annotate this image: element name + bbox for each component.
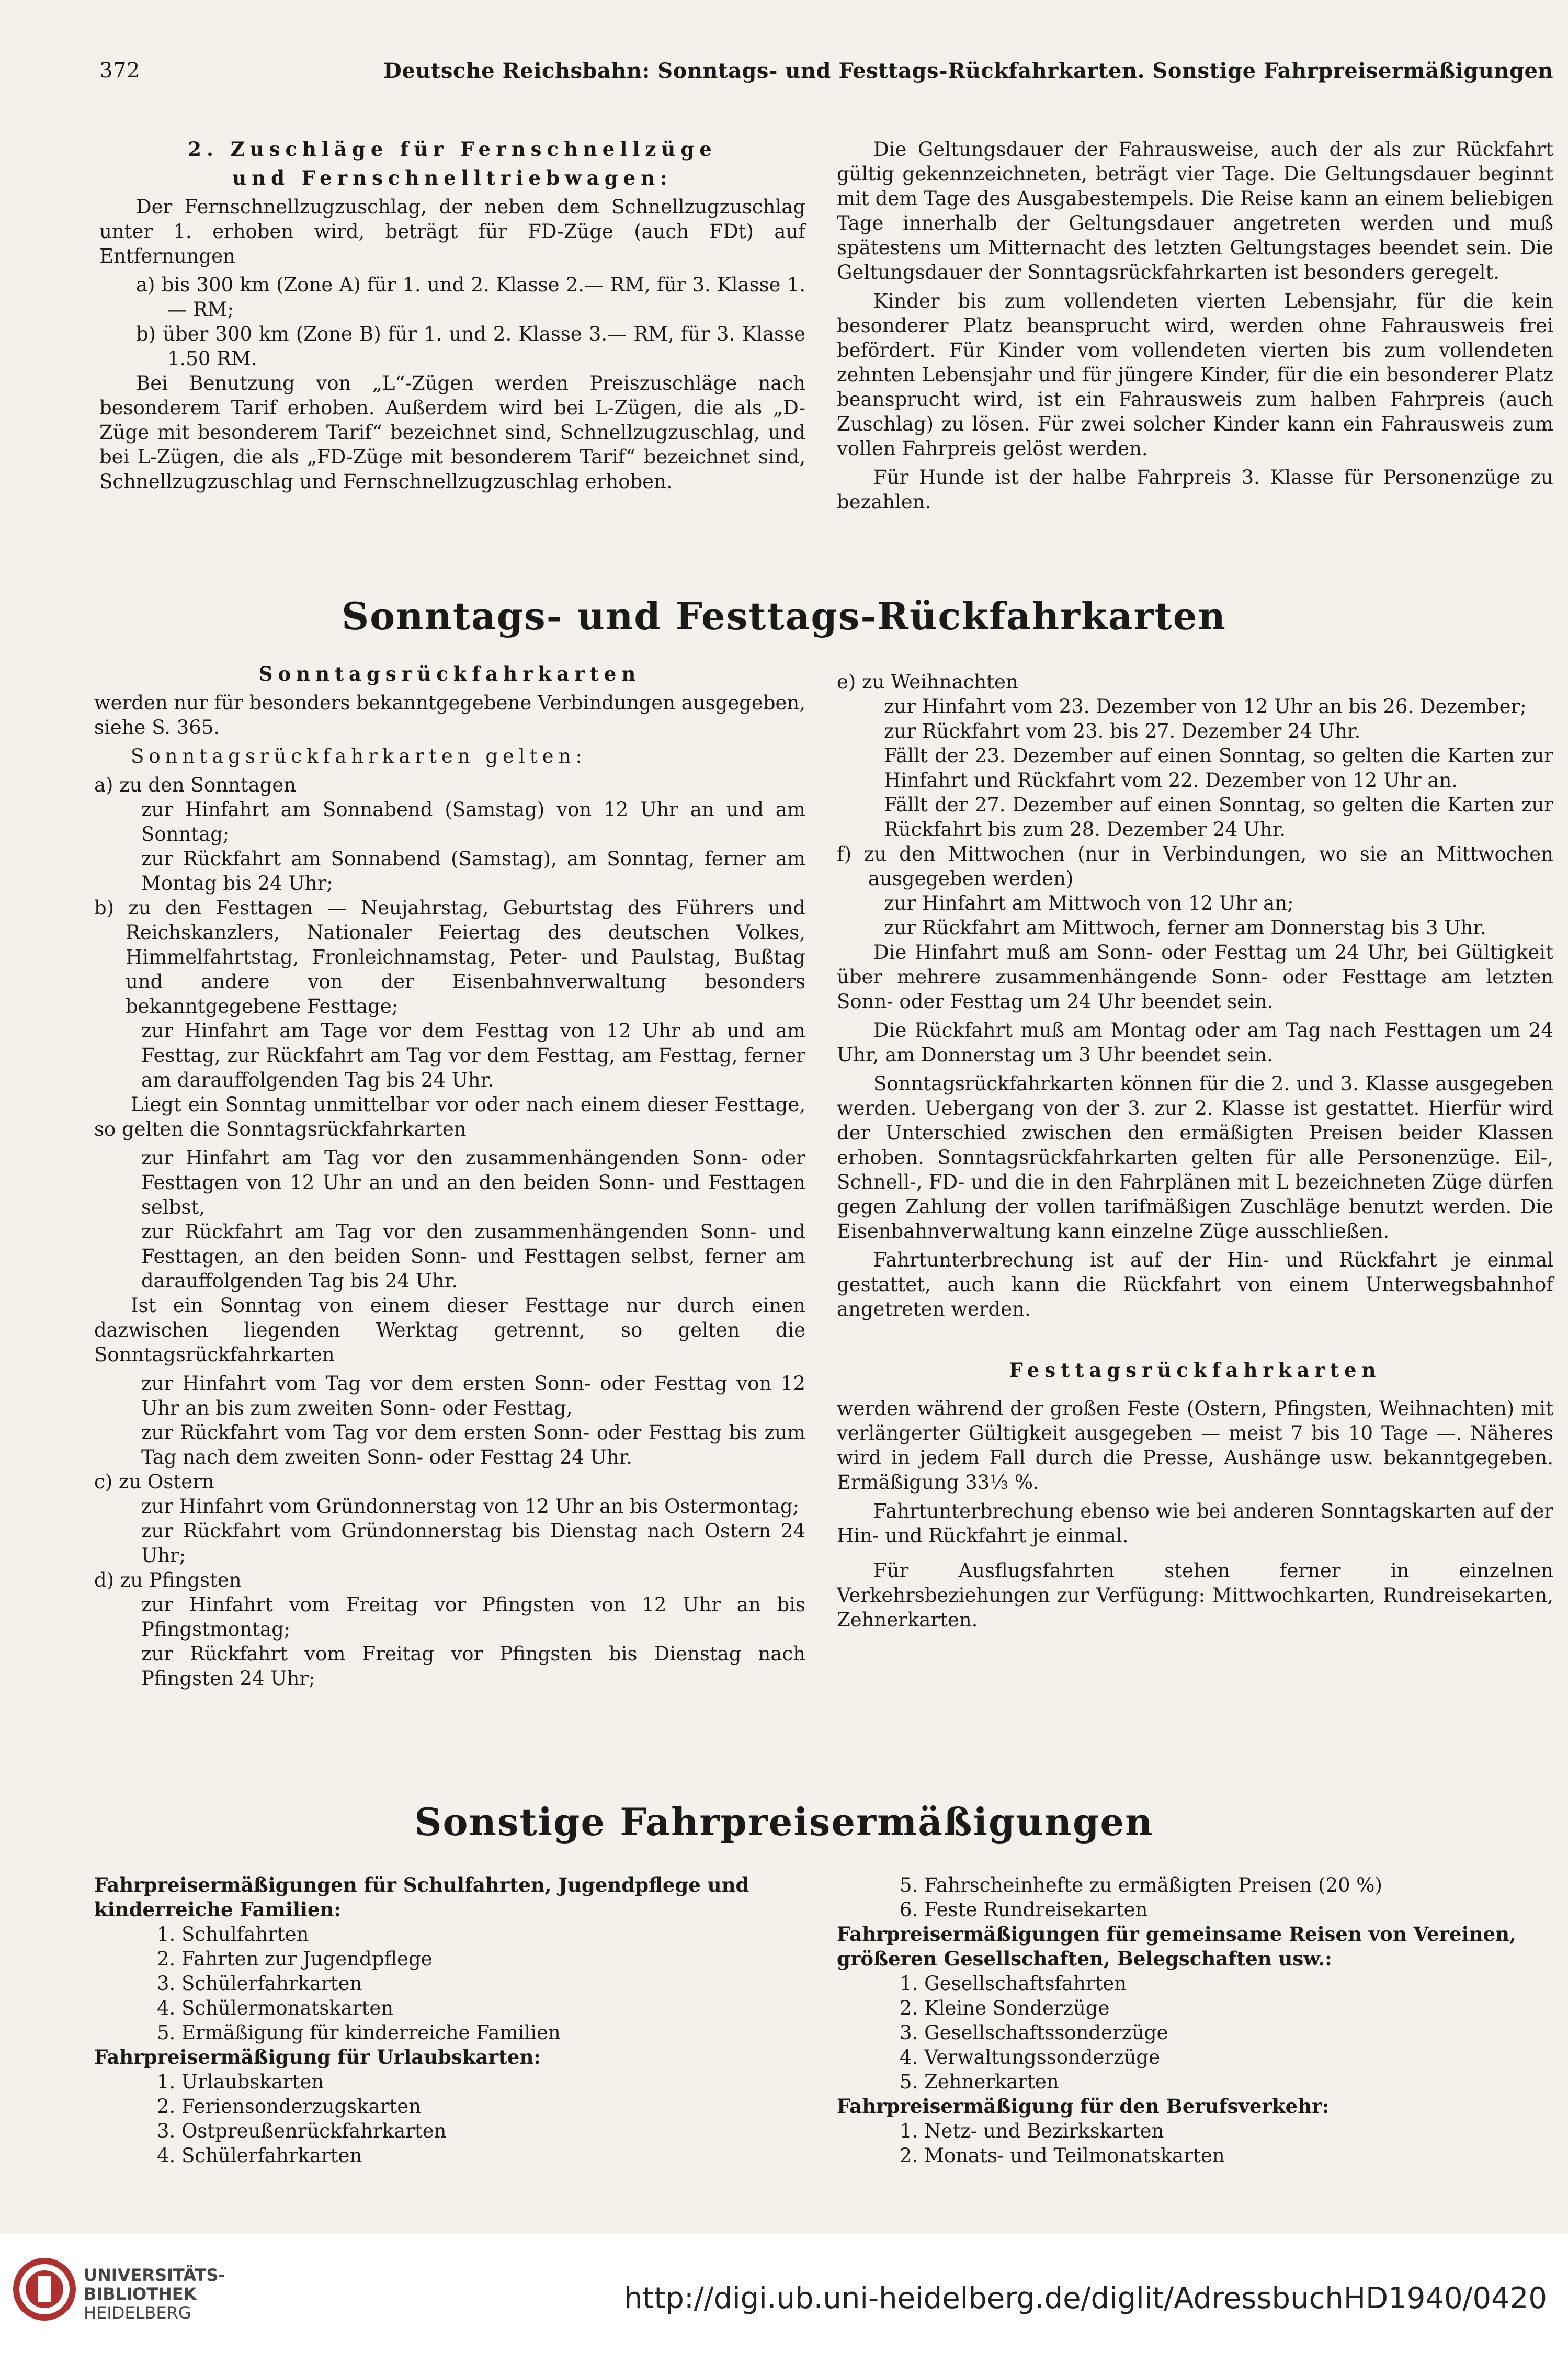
sonntag-f-rueck: zur Rückfahrt am Mittwoch, ferner am Donnerstag bis 3 Uhr. (884, 917, 1486, 939)
page-header (99, 59, 1553, 83)
festtag-p3: Für Ausflugsfahrten stehen ferner in einzelnen Verkehrsbeziehungen zur Verfügung: Mittwochkarten, Rundreisekarten, Zehnerkarten. (837, 1559, 1553, 1631)
sonntag-a-title: a) zu den Sonntagen (94, 774, 297, 796)
sonntag-intro: werden nur für besonders bekanntgegebene Verbindungen ausgegeben, siehe S. 365. (94, 692, 806, 739)
geltung-paragraph: Die Geltungsdauer der Fahrausweise, auch der als zur Rückfahrt gültig gekennzeichneten, beträgt vier Tage. Die Geltungsdauer beginnt mit dem Tage des Ausgabestempels. Die Reise kann an einem beliebigen Tage innerhalb der Geltungsdauer angetreten werden und muß spätestens um Mitternacht des letzten Geltungstages beendet sein. Die Geltungsdauer der Sonntagsrückfahrkarten ist besonders geregelt. (837, 138, 1553, 284)
sonntag-e-p2: Fällt der 27. Dezember auf einen Sonntag, so gelten die Karten zur Rückfahrt bis zum 28. Dezember 24 Uhr. (884, 794, 1553, 841)
permalink[interactable]: http://digi.ub.uni-heidelberg.de/diglit/AdressbuchHD1940/0420 (624, 2281, 1547, 2315)
sonntag-e-rueck: zur Rückfahrt vom 23. bis 27. Dezember 24 Uhr. (884, 720, 1361, 742)
sonntag-right-p4: Fahrtunterbrechung ist auf der Hin- und Rückfahrt je einmal gestattet, auch kann die Rückfahrt von einem Unterwegsbahnhof angetreten werden. (837, 1249, 1553, 1320)
library-logo-text (84, 2266, 225, 2322)
sonntag-b-p2-hin: zur Hinfahrt am Tag vor den zusammenhängenden Sonn- oder Festtagen von 12 Uhr an und an den beiden Sonn- und Festtagen selbst, (141, 1147, 805, 1218)
geltung-column (837, 137, 1553, 518)
zuschlaege-item-b: b) über 300 km (Zone B) für 1. und 2. Klasse 3.— RM, für 3. Klasse 1.50 RM. (136, 323, 805, 370)
sonntag-e-p1: Fällt der 23. Dezember auf einen Sonntag, so gelten die Karten zur Hinfahrt und Rückfahrt vom 22. Dezember von 12 Uhr an. (884, 744, 1553, 792)
list-item: 2. Monats- und Teilmonatskarten (900, 2144, 1225, 2167)
sonntag-c-title: c) zu Ostern (94, 1471, 214, 1493)
sonntag-d-title: d) zu Pfingsten (94, 1569, 242, 1591)
list-item: 2. Fahrten zur Jugendpflege (157, 1948, 433, 1970)
sonntag-column (94, 662, 805, 1691)
sonntag-f-title: f) zu den Mittwochen (nur in Verbindungen, wo sie an Mittwochen ausgegeben werden) (837, 843, 1553, 890)
logo-line-3: HEIDELBERG (84, 2303, 191, 2323)
sonntag-gelten: Sonntagsrückfahrkarten gelten: (131, 745, 587, 767)
university-seal-icon (10, 2255, 78, 2323)
list (837, 1971, 1553, 2094)
list-item: 3. Ostpreußenrückfahrkarten (157, 2120, 447, 2142)
sonntag-f-hin: zur Hinfahrt am Mittwoch von 12 Uhr an; (884, 892, 1294, 914)
section-title-sonntag: Sonntags- und Festtags-Rückfahrkarten (342, 594, 1226, 638)
sonntag-b-p3: Ist ein Sonntag von einem dieser Festtage nur durch einen dazwischen liegenden Werktag getrennt, so gelten die Sonntagsrückfahrkarten (94, 1294, 805, 1366)
list-item: 4. Schülerfahrkarten (157, 2144, 362, 2167)
list-heading: Fahrpreisermäßigungen für gemeinsame Reisen von Vereinen, größeren Gesellschaften, Belegschaften usw.: (837, 1923, 1516, 1970)
section-title-sonstige: Sonstige Fahrpreisermäßigungen (414, 1800, 1154, 1844)
festtag-p2: Fahrtunterbrechung ebenso wie bei anderen Sonntagskarten auf der Hin- und Rückfahrt je einmal. (837, 1500, 1553, 1547)
sonntag-heading: Sonntagsrückfahrkarten (258, 662, 641, 685)
sonntag-d-rueck: zur Rückfahrt vom Freitag vor Pfingsten bis Dienstag nach Pfingsten 24 Uhr; (141, 1643, 805, 1690)
zuschlaege-heading: 2. Zuschläge für Fernschnellzüge (188, 138, 717, 161)
list-item: 4. Schülermonatskarten (157, 1997, 394, 2019)
sonntag-b-p2: Liegt ein Sonntag unmittelbar vor oder nach einem dieser Festtage, so gelten die Sonntagsrückfahrkarten (94, 1093, 805, 1140)
list-item: 1. Schulfahrten (157, 1923, 309, 1946)
list-item: 2. Kleine Sonderzüge (900, 1997, 1110, 2019)
hunde-paragraph: Für Hunde ist der halbe Fahrpreis 3. Klasse für Personenzüge zu bezahlen. (837, 466, 1553, 513)
sonntag-b-p3-hin: zur Hinfahrt vom Tag vor dem ersten Sonn- oder Festtag von 12 Uhr an bis zum zweiten Sonn- oder Festtag, (141, 1372, 805, 1419)
sonntag-right-p2: Die Rückfahrt muß am Montag oder am Tag nach Festtagen um 24 Uhr, am Donnerstag um 3 Uhr beendet sein. (837, 1019, 1553, 1066)
zuschlaege-column (99, 137, 805, 498)
list (837, 2119, 1553, 2168)
zuschlaege-item-a: a) bis 300 km (Zone A) für 1. und 2. Klasse 2.— RM, für 3. Klasse 1.— RM; (136, 274, 805, 321)
page-number: 372 (99, 59, 140, 83)
list-heading: Fahrpreisermäßigung für Urlaubskarten: (94, 2045, 541, 2068)
festtag-p1: werden während der großen Feste (Ostern, Pfingsten, Weihnachten) mit verlängerter Gültigkeit ausgegeben — meist 7 bis 10 Tage —. Näheres wird in jedem Fall durch die Presse, Aushänge usw. bekanntgegeben. Ermäßigung 33⅓ %. (837, 1397, 1553, 1494)
sonntag-b-title: b) zu den Festtagen — Neujahrstag, Geburtstag des Führers und Reichskanzlers, Nationaler Feiertag des deutschen Volkes, Himmelfahrtstag, Fronleichnamstag, Peter- und Paulstag, Bußtag und andere von der Eisenbahnverwaltung besonders bekanntgegebene Festtage; (94, 897, 805, 1017)
list-item: 1. Netz- und Bezirkskarten (900, 2120, 1164, 2142)
list-item: 4. Verwaltungssonderzüge (900, 2046, 1161, 2068)
sonntag-c-hin: zur Hinfahrt vom Gründonnerstag von 12 Uhr an bis Ostermontag; (141, 1495, 800, 1518)
list (94, 2070, 805, 2168)
list-item: 1. Urlaubskarten (157, 2071, 324, 2093)
zuschlaege-heading-2: und Fernschnelltriebwagen: (232, 166, 673, 189)
list-item: 5. Fahrscheinhefte zu ermäßigten Preisen (20 %) (900, 1874, 1382, 1896)
sonntag-c-rueck: zur Rückfahrt vom Gründonnerstag bis Dienstag nach Ostern 24 Uhr; (141, 1520, 805, 1567)
kinder-paragraph: Kinder bis zum vollendeten vierten Lebensjahr, für die kein besonderer Platz beansprucht wird, werden ohne Fahrausweis frei befördert. Für Kinder vom vollendeten vierten bis zum vollendeten zehnten Lebensjahr und für jüngere Kinder, für die ein besonderer Platz beansprucht wird, ist ein Fahrausweis zum halben Fahrpreis (auch Zuschlag) zu lösen. Für zwei solcher Kinder kann ein Fahrausweis zum vollen Fahrpreis gelöst werden. (837, 290, 1553, 460)
sonntag-a-hin: zur Hinfahrt am Sonnabend (Samstag) von 12 Uhr an und am Sonntag; (141, 798, 805, 845)
lists-left (94, 1873, 805, 2168)
sonntag-right-column (837, 670, 1553, 1636)
list-item: 6. Feste Rundreisekarten (900, 1898, 1148, 1921)
list (94, 1922, 805, 2045)
sonntag-e-hin: zur Hinfahrt vom 23. Dezember von 12 Uhr an bis 26. Dezember; (884, 695, 1527, 718)
list-item: 5. Ermäßigung für kinderreiche Familien (157, 2021, 561, 2044)
lists-right (837, 1873, 1553, 2168)
sonntag-b-hin: zur Hinfahrt am Tage vor dem Festtag von 12 Uhr ab und am Festtag, zur Rückfahrt am Tag vor dem Festtag, am Festtag, ferner am darauffolgenden Tag bis 24 Uhr. (141, 1020, 805, 1091)
list-heading: Fahrpreisermäßigungen für Schulfahrten, Jugendpflege und kinderreiche Familien: (94, 1873, 749, 1921)
sonntag-right-p3: Sonntagsrückfahrkarten können für die 2. und 3. Klasse ausgegeben werden. Uebergang von der 3. zur 2. Klasse ist gestattet. Hierfür wird der Unterschied zwischen den ermäßigten Preisen beider Klassen erhoben. Sonntagsrückfahrkarten gelten für alle Personenzüge. Eil-, Schnell-, FD- und die in den Fahrplänen mit L bezeichneten Züge dürfen gegen Zahlung der vollen tarifmäßigen Zuschläge benutzt werden. Die Eisenbahnverwaltung kann einzelne Züge ausschließen. (837, 1072, 1553, 1242)
list-item: 3. Gesellschaftssonderzüge (900, 2021, 1168, 2044)
sonntag-right-p1: Die Hinfahrt muß am Sonn- oder Festtag um 24 Uhr, bei Gültigkeit über mehrere zusammenhängende Sonn- oder Festtage am letzten Sonn- oder Festtag um 24 Uhr beendet sein. (837, 941, 1553, 1013)
sonntag-d-hin: zur Hinfahrt vom Freitag vor Pfingsten von 12 Uhr an bis Pfingstmontag; (141, 1593, 805, 1641)
sonntag-a-rueck: zur Rückfahrt am Sonnabend (Samstag), am Sonntag, ferner am Montag bis 24 Uhr; (141, 847, 805, 895)
list-item: 3. Schülerfahrkarten (157, 1972, 362, 1995)
zuschlaege-intro: Der Fernschnellzugzuschlag, der neben dem Schnellzugzuschlag unter 1. erhoben wird, beträgt für FD-Züge (auch FDt) auf Entfernungen (99, 196, 805, 267)
list-item: 2. Feriensonderzugskarten (157, 2095, 421, 2118)
logo-line-2: BIBLIOTHEK (84, 2284, 197, 2304)
running-title: Deutsche Reichsbahn: Sonntags- und Festtags-Rückfahrkarten. Sonstige Fahrpreisermäßigungen (383, 59, 1553, 83)
sonntag-e-title: e) zu Weihnachten (837, 671, 1018, 693)
footer-bar (0, 2234, 1568, 2363)
zuschlaege-note: Bei Benutzung von „L“-Zügen werden Preiszuschläge nach besonderem Tarif erhoben. Außerdem wird bei L-Zügen, die als „D-Züge mit besonderem Tarif“ bezeichnet sind, Schnellzugzuschlag, und bei L-Zügen, die als „FD-Züge mit besonderem Tarif“ bezeichnet sind, Schnellzugzuschlag und Fernschnellzugzuschlag erhoben. (99, 372, 805, 493)
logo-line-1: UNIVERSITÄTS- (84, 2265, 225, 2285)
sonntag-b-p3-rueck: zur Rückfahrt vom Tag vor dem ersten Sonn- oder Festtag bis zum Tag nach dem zweiten Sonn- oder Festtag 24 Uhr. (141, 1421, 805, 1468)
sonntag-b-p2-rueck: zur Rückfahrt am Tag vor den zusammenhängenden Sonn- und Festtagen, an den beiden Sonn- und Festtagen selbst, ferner am darauffolgenden Tag bis 24 Uhr. (141, 1220, 805, 1292)
list (837, 1873, 1553, 1922)
list-heading: Fahrpreisermäßigung für den Berufsverkehr: (837, 2095, 1330, 2118)
list-item: 5. Zehnerkarten (900, 2071, 1059, 2093)
list-item: 1. Gesellschaftsfahrten (900, 1972, 1127, 1995)
festtag-heading: Festtagsrückfahrkarten (1009, 1359, 1381, 1382)
